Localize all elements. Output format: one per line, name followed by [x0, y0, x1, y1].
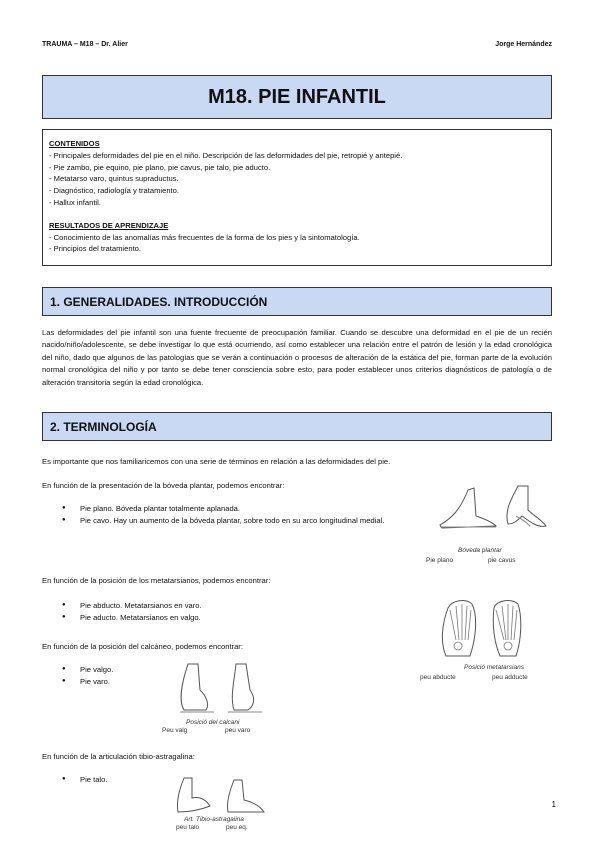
metatarsianos-label: peu abducte [420, 674, 456, 681]
calcaneo-label: peu varo [225, 727, 251, 734]
boveda-plantar-figure [430, 480, 560, 538]
resultados-item: - Conocimiento de las anomalías más frecuentes de la forma de los pies y la sintomatología. [49, 232, 360, 242]
list-item: ● Pie varo. [62, 676, 182, 688]
boveda-lead: En función de la presentación de la bóveda plantar, podemos encontrar: [42, 481, 285, 490]
boveda-label: pie cavus [488, 557, 516, 564]
tibio-label: peu talo [176, 824, 200, 831]
tibio-astragalina-figure [170, 776, 270, 816]
metatarsianos-lead: En función de la posición de los metatarsianos, podemos encontrar: [42, 576, 271, 585]
tibio-list [62, 774, 182, 786]
list-item: ● Pie valgo. [62, 664, 182, 676]
section-2-intro: Es importante que nos familiaricemos con una serie de términos en relación a las deformidades del pie. [42, 457, 391, 466]
contenidos-item: - Diagnóstico, radiología y tratamiento. [49, 186, 180, 196]
calcaneo-label: Peu valg [162, 727, 188, 734]
list-item: ● Pie abducto. Metatarsianos en varo. [62, 600, 362, 612]
calcaneo-figure [170, 660, 270, 718]
section-1-text: Las deformidades del pie infantil son una fuente frecuente de preocupación familiar. Cuando se descubre una deformidad en el pie de un recién nacido/niño/adolescente, se debe investigar lo que está ocurriendo, así como establecer una relación entre el patrón de lesión y la edad cronológica del niño, dado que algunos de las patologías que se verán a continuación o procesos de alteración de la estática del pie, forman parte de la evolución normal cronológica del niño y por tanto se debe tener consciencia sobre esto, para poder establecer unos criterios diagnósticos de patología o de alteración transitoria según la edad cronológica. [42, 328, 552, 387]
page-number: 1 [551, 800, 556, 809]
title-box [42, 75, 552, 119]
metatarsianos-figure [436, 594, 546, 662]
metatarsianos-caption: Posició metatarsians [464, 664, 524, 671]
boveda-caption: Bóveda plantar [458, 547, 502, 554]
contenidos-item: - Principales deformidades del pie en el niño. Descripción de las deformidades del pie, retropié y antepié. [49, 150, 403, 160]
contenidos-heading: CONTENIDOS [49, 139, 100, 148]
resultados-heading: RESULTADOS DE APRENDIZAJE [49, 220, 169, 230]
contenidos-item: - Metatarso varo, quintus supraductus. [49, 174, 179, 184]
tibio-label: peu eq. [226, 824, 248, 831]
tibio-lead: En función de la articulación tibio-astragalina: [42, 752, 195, 761]
boveda-label: Pie plano [426, 557, 454, 564]
calcaneo-list [62, 664, 182, 688]
calcaneo-caption: Posició del calcani [186, 719, 240, 726]
calcaneo-lead: En función de la posición del calcáneo, podemos encontrar: [42, 642, 243, 651]
page-title: M18. PIE INFANTIL [208, 85, 386, 108]
metatarsianos-list [62, 600, 362, 624]
list-item: ● Pie talo. [62, 774, 182, 786]
list-item: ● Pie cavo. Hay un aumento de la bóveda plantar, sobre todo en su arco longitudinal medial. [62, 515, 410, 527]
list-item: ● Pie plano. Bóveda plantar totalmente aplanada. [62, 503, 410, 515]
contenidos-item: - Pie zambo, pie equino, pie plano, pie cavus, pie talo, pie aducto. [49, 162, 271, 172]
header-right: Jorge Hernández [495, 41, 552, 48]
contents-box [42, 129, 552, 266]
resultados-item: - Principios del tratamiento. [49, 244, 142, 254]
header-left: TRAUMA – M18 – Dr. Alier [42, 41, 128, 48]
section-2-heading: 2. TERMINOLOGÍA [42, 412, 552, 441]
contenidos-item: - Hallux infantil. [49, 197, 101, 207]
metatarsianos-label: peu adducte [492, 674, 528, 681]
tibio-caption: Art. Tibio-astragalina [184, 816, 244, 823]
list-item: ● Pie aducto. Metatarsianos en valgo. [62, 612, 362, 624]
boveda-list [62, 503, 410, 527]
section-1-heading: 1. GENERALIDADES. INTRODUCCIÓN [42, 287, 552, 316]
